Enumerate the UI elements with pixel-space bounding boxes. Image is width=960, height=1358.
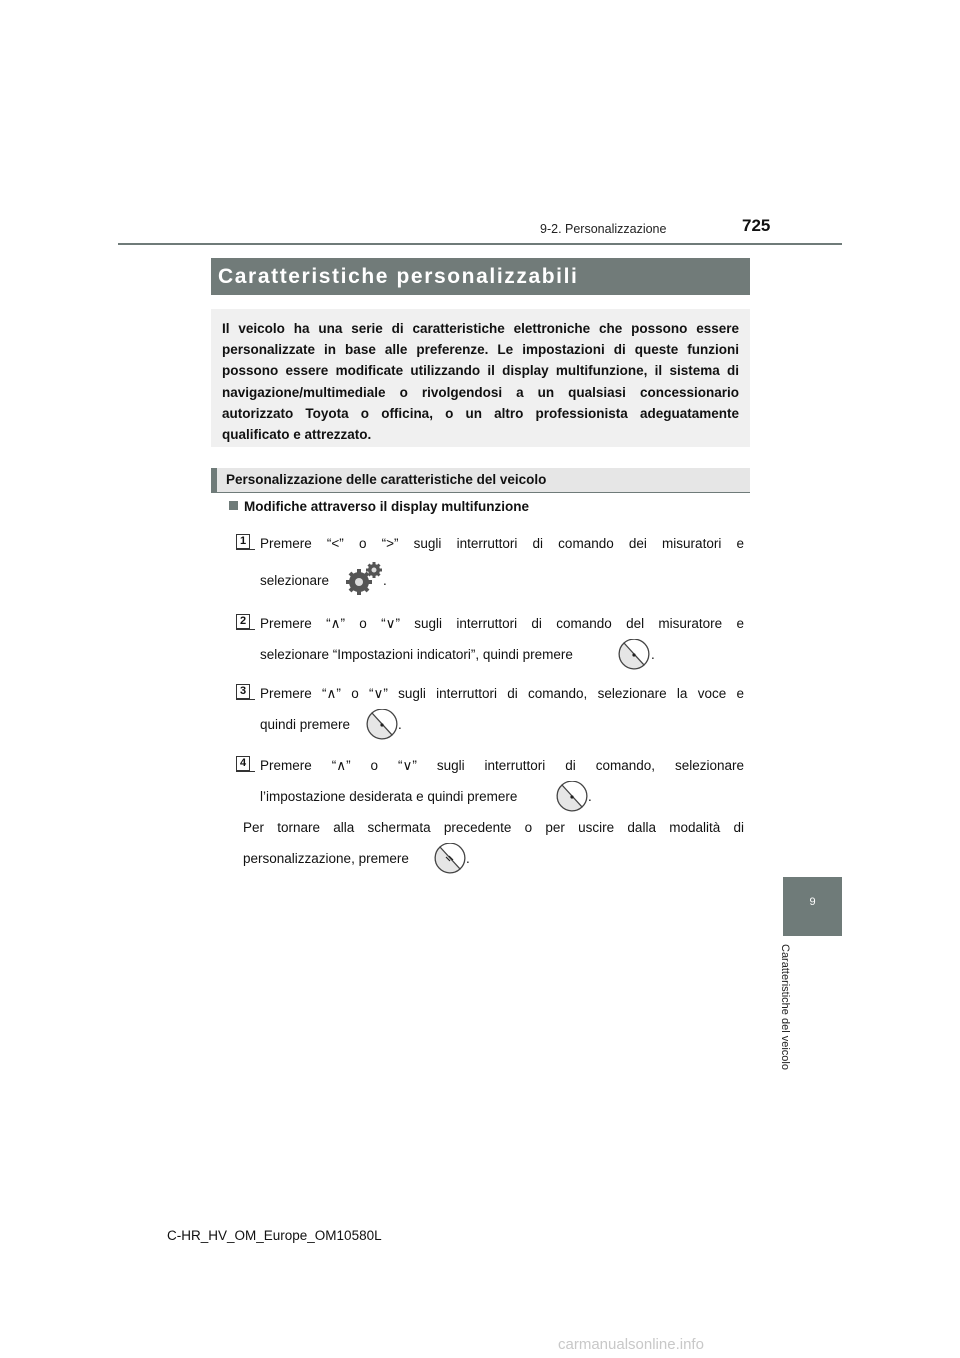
step-4-end: . (588, 789, 592, 804)
step-1-line1: Premere “<” o “>” sugli interruttori di comando dei misuratori e (260, 536, 744, 551)
step-2-line1: Premere “∧” o “∨” sugli interruttori di comando del misuratore e (260, 616, 744, 631)
back-button-icon (434, 843, 466, 875)
step-3-end: . (398, 717, 402, 732)
page-title: Caratteristiche personalizzabili (211, 258, 750, 295)
step-1-end: . (383, 573, 387, 588)
step-3-line1: Premere “∧” o “∨” sugli interruttori di comando, selezionare la voce e (260, 686, 744, 701)
step-number: 2 (236, 614, 250, 629)
page-number: 725 (742, 216, 771, 235)
step-number: 1 (236, 534, 250, 549)
step-underline (236, 771, 255, 772)
step-underline (236, 629, 255, 630)
subheading (229, 499, 529, 514)
gear-icon (345, 560, 385, 598)
note-line1: Per tornare alla schermata precedente o per uscire dalla modalità di (243, 820, 744, 835)
chapter-tab-number: 9 (809, 896, 816, 908)
intro-box: Il veicolo ha una serie di caratteristiche elettroniche che possono essere personalizzate in base alle preferenze. Le impostazioni di queste funzioni possono essere modificate utilizzando il display multifunzione, il sistema di navigazione/multimediale o rivolgendosi a un qualsiasi concessionario autorizzato Toyota o officina, o un altro professionista adeguatamente qualificato e attrezzato. (211, 309, 750, 447)
step-4-line2: l’impostazione desiderata e quindi premere (260, 789, 518, 804)
step-underline (236, 549, 255, 550)
note-end: . (466, 851, 470, 866)
section-header (211, 468, 750, 493)
enter-button-icon (366, 709, 398, 741)
step-1-line2: selezionare (260, 573, 330, 588)
header-rule (118, 243, 842, 245)
watermark: carmanualsonline.info (558, 1336, 704, 1353)
step-2-end: . (651, 647, 655, 662)
step-2-line2: selezionare “Impostazioni indicatori”, quindi premere (260, 647, 573, 662)
section-header-label: Personalizzazione delle caratteristiche del veicolo (226, 472, 547, 487)
step-3-line2: quindi premere (260, 717, 351, 732)
enter-button-icon (556, 781, 588, 813)
step-number: 3 (236, 684, 250, 699)
step-4-line1: Premere “∧” o “∨” sugli interruttori di comando, selezionare (260, 758, 744, 773)
note-line2: personalizzazione, premere (243, 851, 409, 866)
square-bullet-icon (229, 501, 238, 510)
subheading-text: Modifiche attraverso il display multifunzione (244, 499, 530, 514)
step-underline (236, 699, 255, 700)
enter-button-icon (618, 639, 650, 671)
step-number: 4 (236, 756, 250, 771)
footer-code: C-HR_HV_OM_Europe_OM10580L (167, 1228, 382, 1243)
chapter-label: Caratteristiche del veicolo (779, 944, 791, 1070)
header-section: 9-2. Personalizzazione (540, 222, 667, 236)
section-accent (211, 468, 217, 492)
